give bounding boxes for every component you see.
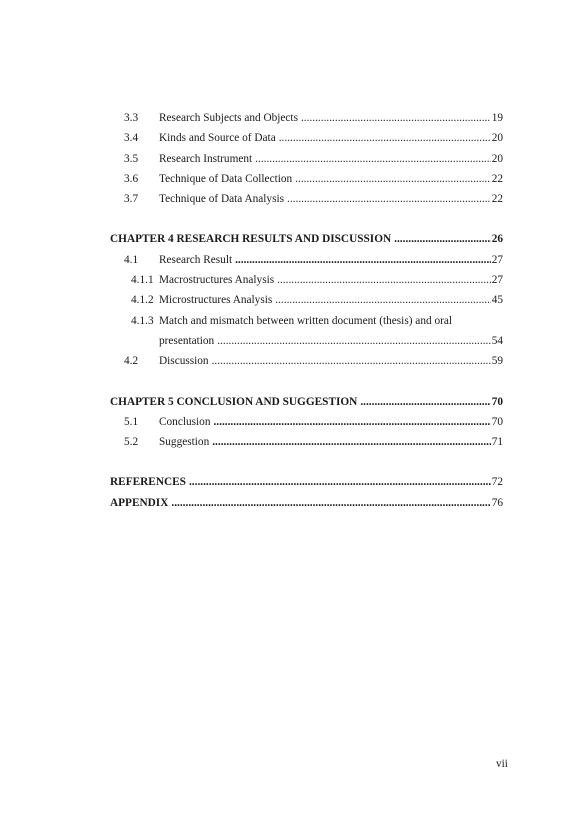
entry-number: 3.4	[124, 132, 139, 145]
entry-page: 27	[491, 270, 503, 290]
entry-title: Microstructures Analysis	[159, 290, 275, 310]
dot-leader	[360, 392, 490, 412]
entry-title: Conclusion	[159, 412, 213, 432]
toc-chapter-5[interactable]	[110, 392, 503, 412]
references-page: 72	[491, 472, 503, 492]
references-title: REFERENCES	[110, 472, 189, 492]
entry-page: 19	[491, 108, 503, 128]
appendix-page: 76	[491, 493, 503, 513]
chapter-page: 26	[491, 229, 503, 249]
entry-title: Technique of Data Analysis	[159, 189, 287, 209]
section-gap	[110, 209, 503, 229]
entry-page: 59	[491, 351, 503, 371]
entry-number: 3.7	[124, 193, 139, 206]
entry-number: 4.1	[124, 253, 139, 266]
dot-leader	[295, 169, 491, 189]
chapter-title: CHAPTER 5 CONCLUSION AND SUGGESTION	[110, 392, 360, 412]
entry-title-line-1: Match and mismatch between written document (thesis) and oral	[159, 314, 453, 327]
entry-number: 3.6	[124, 172, 139, 185]
entry-page: 22	[491, 189, 503, 209]
entry-number: 3.3	[124, 112, 139, 124]
dot-leader	[279, 128, 491, 148]
chapter-title: CHAPTER 4 RESEARCH RESULTS AND DISCUSSION	[110, 229, 394, 249]
dot-leader	[217, 331, 490, 351]
entry-title: Technique of Data Collection	[159, 169, 295, 189]
dot-leader	[235, 250, 491, 270]
section-gap	[110, 372, 503, 392]
entry-title: Suggestion	[159, 432, 212, 452]
page-number: vii	[496, 758, 508, 770]
entry-title: Research Instrument	[159, 149, 255, 169]
toc-entry-4-1-2[interactable]	[110, 290, 503, 310]
toc-entry-3-7[interactable]	[110, 189, 503, 209]
toc-chapter-4[interactable]	[110, 229, 503, 249]
dot-leader	[171, 493, 490, 513]
entry-number: 4.1.1	[131, 274, 154, 287]
entry-number: 4.1.2	[131, 294, 154, 307]
toc-entry-3-4[interactable]	[110, 128, 503, 148]
chapter-page: 70	[491, 392, 503, 412]
toc-appendix[interactable]	[110, 493, 503, 513]
entry-number: 3.5	[124, 152, 139, 165]
entry-title-line-2: presentation	[159, 331, 217, 351]
dot-leader	[275, 290, 490, 310]
dot-leader	[394, 229, 491, 249]
table-of-contents	[110, 108, 503, 513]
dot-leader	[213, 412, 490, 432]
appendix-title: APPENDIX	[110, 493, 171, 513]
toc-references[interactable]	[110, 472, 503, 492]
entry-page: 70	[491, 412, 503, 432]
dot-leader	[255, 149, 491, 169]
entry-page: 54	[491, 331, 503, 351]
dot-leader	[277, 270, 491, 290]
toc-entry-3-3[interactable]	[110, 108, 503, 128]
toc-entry-3-5[interactable]	[110, 149, 503, 169]
entry-page: 71	[491, 432, 503, 452]
entry-page: 45	[491, 290, 503, 310]
entry-title: Research Result	[159, 250, 235, 270]
entry-title: Discussion	[159, 351, 212, 371]
entry-number: 5.2	[124, 436, 139, 449]
entry-page: 27	[491, 250, 503, 270]
dot-leader	[287, 189, 491, 209]
entry-number: 4.2	[124, 355, 139, 368]
entry-number: 4.1.3	[131, 314, 154, 327]
toc-entry-5-1[interactable]	[110, 412, 503, 432]
dot-leader	[189, 472, 491, 492]
entry-page: 22	[491, 169, 503, 189]
section-gap	[110, 452, 503, 472]
toc-entry-4-1[interactable]	[110, 250, 503, 270]
toc-entry-5-2[interactable]	[110, 432, 503, 452]
entry-page: 20	[491, 149, 503, 169]
toc-entry-4-2[interactable]	[110, 351, 503, 371]
entry-title: Research Subjects and Objects	[159, 108, 301, 128]
entry-number: 5.1	[124, 415, 139, 428]
toc-entry-3-6[interactable]	[110, 169, 503, 189]
dot-leader	[212, 351, 491, 371]
entry-page: 20	[491, 128, 503, 148]
entry-title: Kinds and Source of Data	[159, 128, 279, 148]
dot-leader	[212, 432, 490, 452]
dot-leader	[301, 108, 491, 128]
toc-entry-4-1-1[interactable]	[110, 270, 503, 290]
entry-title: Macrostructures Analysis	[159, 270, 277, 290]
toc-entry-4-1-3[interactable]	[110, 311, 503, 331]
toc-entry-4-1-3-continued[interactable]	[110, 331, 503, 351]
